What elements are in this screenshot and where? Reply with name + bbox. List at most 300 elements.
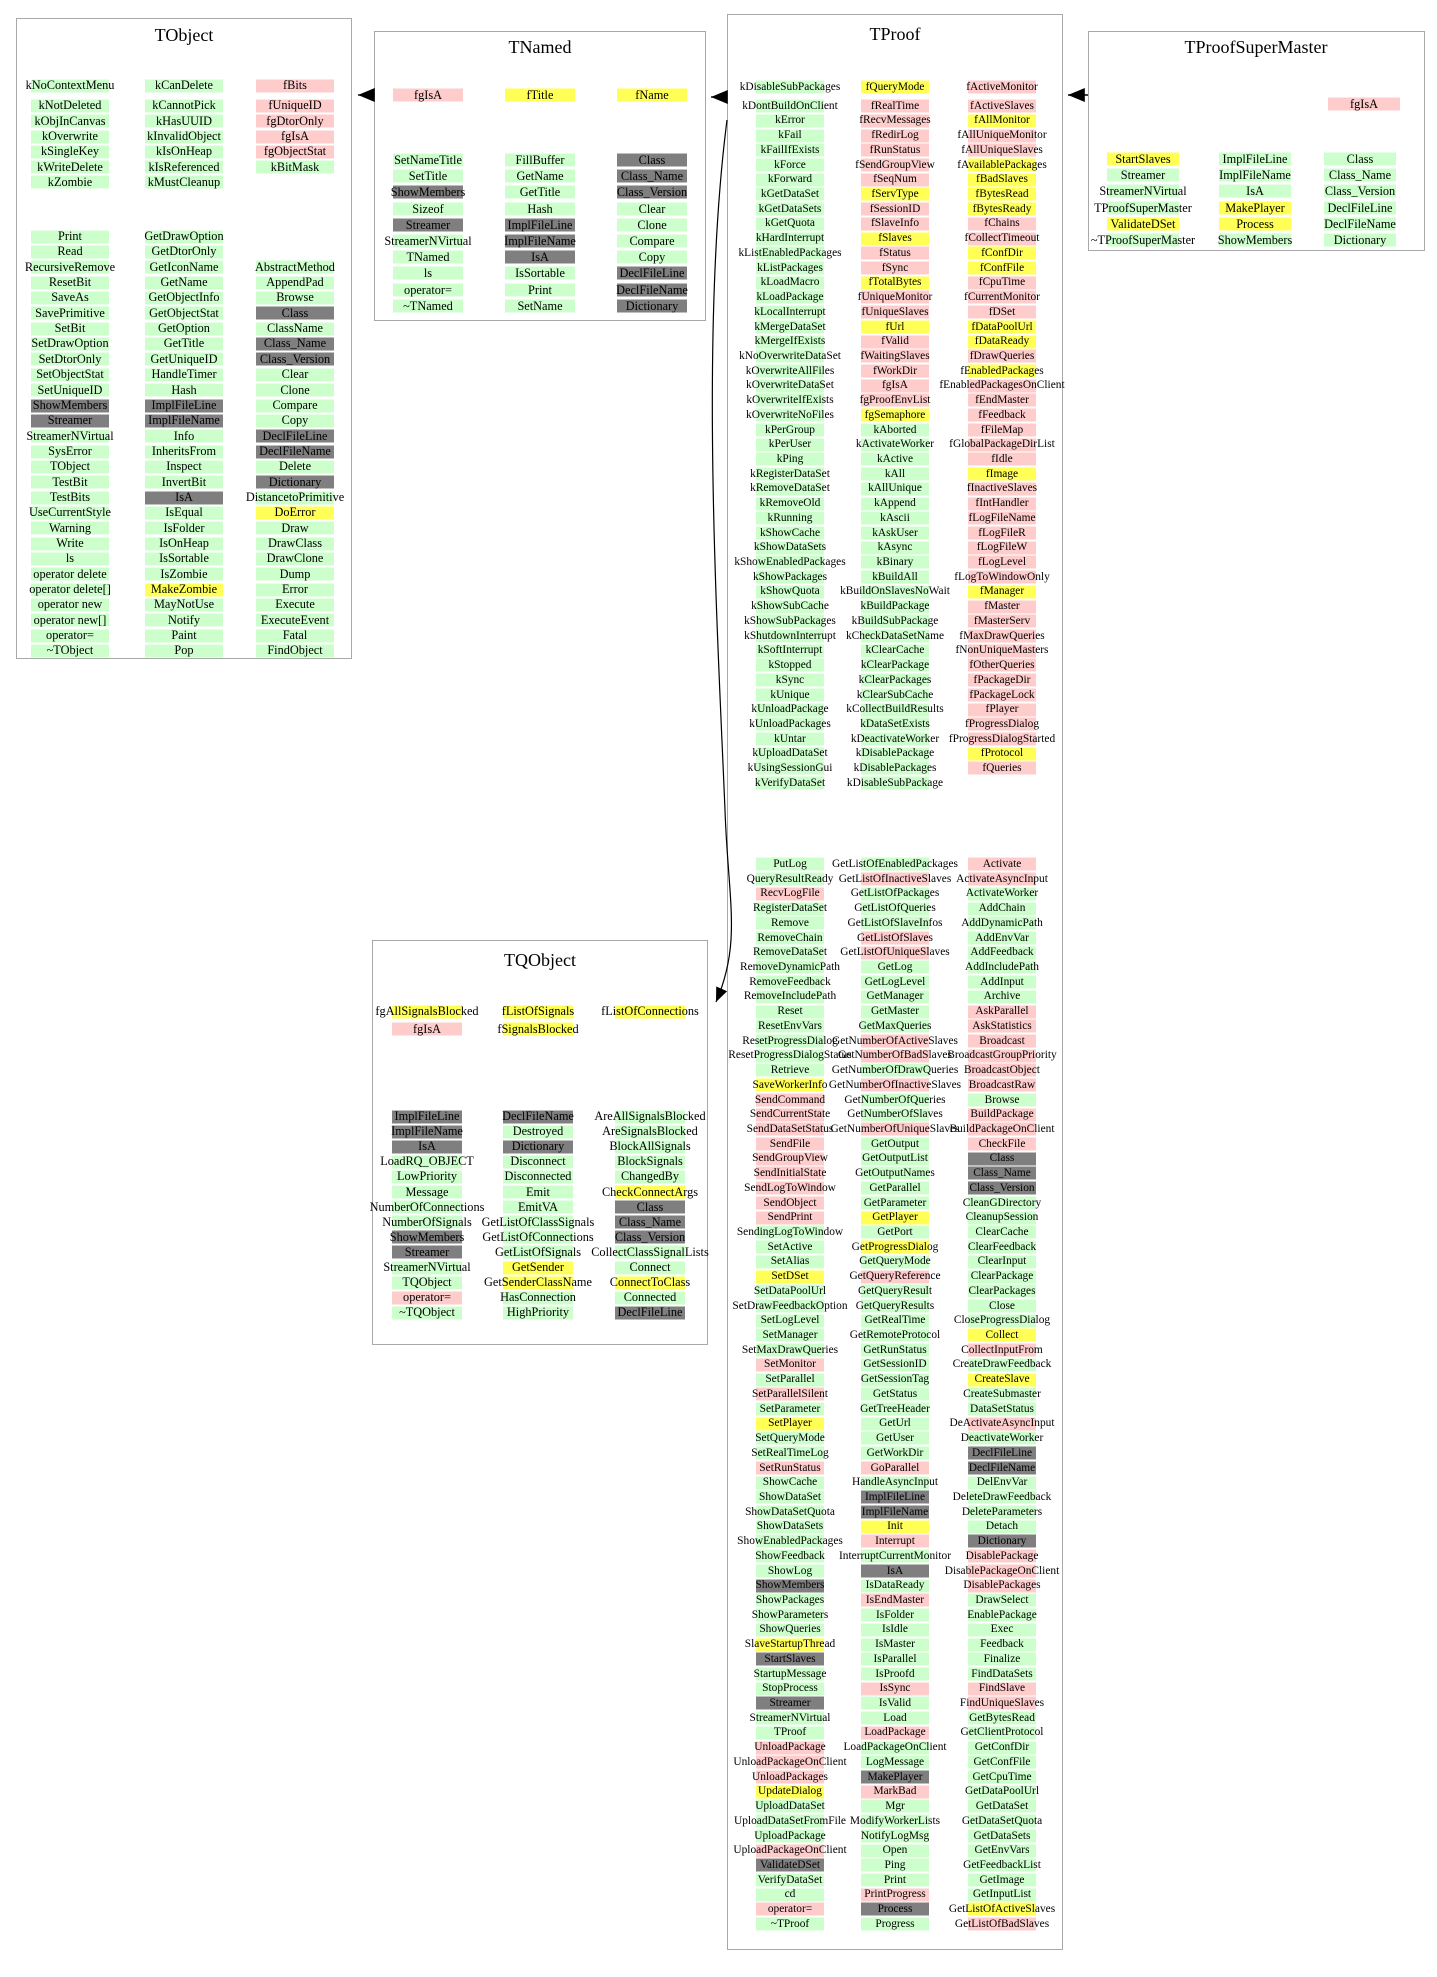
member-item[interactable] (490, 1003, 810, 1021)
member-label: GetSenderClassName (484, 1275, 592, 1290)
member-item[interactable] (842, 732, 1162, 747)
member-label: UploadDataSetFromFile (734, 1814, 846, 1827)
member-label: DrawClass (268, 536, 322, 550)
member-label: UploadPackageOnClient (733, 1844, 847, 1857)
member-item[interactable] (842, 717, 1162, 732)
member-label: Class_Version (259, 351, 331, 366)
member-item[interactable] (842, 1549, 1162, 1564)
member-label: kNoContextMenu (25, 78, 115, 92)
member-item[interactable] (842, 275, 1162, 290)
member-label: fValid (881, 335, 909, 348)
member-label: GetUniqueID (150, 351, 218, 366)
member-label: ls (65, 551, 75, 566)
member-label: fgObjectStat (263, 144, 327, 159)
member-label: kSync (775, 673, 805, 686)
member-item[interactable] (1200, 167, 1437, 183)
member-item[interactable] (842, 1461, 1162, 1476)
member-item[interactable] (842, 702, 1162, 717)
member-label: ImplFileName (148, 413, 220, 428)
member-item[interactable] (842, 1652, 1162, 1667)
member-label: kDisableSubPackage (846, 776, 944, 789)
member-item[interactable] (842, 1799, 1162, 1814)
member-label: CleanupSession (965, 1211, 1039, 1224)
member-item[interactable] (842, 423, 1162, 438)
member-label: fAvailablePackages (957, 158, 1047, 171)
member-item[interactable] (842, 570, 1162, 585)
member-item[interactable] (842, 1829, 1162, 1844)
member-label: GetNumberOfActiveSlaves (832, 1034, 958, 1047)
member-label: fRedirLog (871, 129, 919, 142)
member-item[interactable] (842, 916, 1162, 931)
member-item[interactable] (135, 613, 455, 628)
member-item[interactable] (490, 1245, 810, 1260)
member-item[interactable] (842, 1593, 1162, 1608)
member-label: GetTreeHeader (860, 1402, 930, 1415)
member-label: ls (423, 266, 433, 281)
member-item[interactable] (135, 490, 455, 505)
member-label: ClearPackages (968, 1284, 1036, 1297)
member-item[interactable] (842, 1564, 1162, 1579)
member-label: fFileMap (980, 423, 1024, 436)
member-label: DeclFileLine (971, 1446, 1033, 1459)
member-label: BroadcastRaw (968, 1078, 1036, 1091)
member-item[interactable] (842, 261, 1162, 276)
member-item[interactable] (842, 1107, 1162, 1122)
member-label: GetNumberOfDrawQueries (831, 1064, 959, 1077)
member-label: Streamer (1120, 168, 1166, 183)
member-label: NumberOfConnections (369, 1199, 485, 1214)
member-label: kActivateWorker (855, 438, 935, 451)
member-item[interactable] (135, 597, 455, 612)
member-item[interactable] (842, 1048, 1162, 1063)
member-label: AppendPad (266, 275, 324, 290)
member-item[interactable] (842, 872, 1162, 887)
member-item[interactable] (842, 688, 1162, 703)
member-item[interactable] (135, 475, 455, 490)
member-label: IsA (418, 1139, 436, 1154)
member-label: ~TQObject (399, 1305, 455, 1320)
member-item[interactable] (490, 1260, 810, 1275)
member-label: IsEqual (165, 505, 203, 520)
member-item[interactable] (135, 321, 455, 336)
member-label: UploadDataSet (755, 1800, 825, 1813)
member-label: Close (989, 1299, 1015, 1312)
member-label: kMergeIfExists (754, 335, 826, 348)
member-label: RemoveDynamicPath (740, 961, 840, 974)
member-item[interactable] (842, 1446, 1162, 1461)
class-title-tnamed[interactable]: TNamed (508, 37, 572, 57)
member-item[interactable] (842, 349, 1162, 364)
class-title-tqobject[interactable]: TQObject (504, 950, 576, 970)
member-item[interactable] (842, 1372, 1162, 1387)
member-item[interactable] (842, 629, 1162, 644)
member-label: Activate (982, 858, 1022, 870)
member-label: Class (281, 305, 309, 320)
member-label: fgSemaphore (864, 408, 926, 421)
member-item[interactable] (842, 599, 1162, 614)
member-label: Error (282, 582, 308, 597)
member-label: kLocalInterrupt (754, 305, 826, 318)
member-item[interactable] (842, 1240, 1162, 1255)
member-label: Process (1236, 216, 1274, 231)
member-item[interactable] (842, 614, 1162, 629)
member-item[interactable] (842, 584, 1162, 599)
member-item[interactable] (842, 1814, 1162, 1829)
member-item[interactable] (842, 1622, 1162, 1637)
member-label: LoadPackageOnClient (843, 1741, 947, 1754)
member-label: Class_Version (969, 1181, 1035, 1194)
member-item[interactable] (135, 643, 455, 658)
member-item[interactable] (842, 1254, 1162, 1269)
member-item[interactable] (842, 1858, 1162, 1873)
member-item[interactable] (1200, 151, 1437, 167)
member-label: Execute (275, 597, 315, 612)
member-label: IsOnHeap (159, 536, 209, 550)
member-item[interactable] (842, 1004, 1162, 1019)
member-item[interactable] (842, 1667, 1162, 1682)
member-item[interactable] (842, 1873, 1162, 1888)
member-item[interactable] (490, 1275, 810, 1290)
member-item[interactable] (135, 444, 455, 459)
member-item[interactable] (842, 1475, 1162, 1490)
member-item[interactable] (842, 1137, 1162, 1152)
member-item[interactable] (490, 1185, 810, 1200)
member-label: Browse (276, 290, 314, 305)
member-label: SetLogLevel (760, 1314, 820, 1327)
member-label: kListEnabledPackages (738, 246, 842, 259)
member-label: fEnabledPackages (960, 364, 1044, 377)
member-item[interactable] (842, 1431, 1162, 1446)
member-item[interactable] (842, 1225, 1162, 1240)
member-item[interactable] (842, 658, 1162, 673)
member-item[interactable] (842, 1711, 1162, 1726)
member-label: fDataReady (974, 335, 1030, 348)
member-item[interactable] (842, 1269, 1162, 1284)
member-item[interactable] (135, 398, 455, 413)
member-label: SetUniqueID (37, 382, 103, 397)
member-label: Dictionary (977, 1535, 1027, 1548)
member-label: ImplFileLine (507, 217, 573, 232)
member-item[interactable] (842, 1725, 1162, 1740)
member-item[interactable] (842, 393, 1162, 408)
member-label: DeclFileLine (262, 428, 328, 443)
member-item[interactable] (842, 80, 1162, 95)
member-label: Write (56, 536, 84, 550)
member-label: operator= (403, 1290, 451, 1305)
member-label: kDataSetExists (860, 717, 930, 730)
member-label: GetDtorOnly (151, 244, 217, 259)
member-item[interactable] (490, 1200, 810, 1215)
member-label: SetDtorOnly (38, 351, 102, 366)
member-label: fCollectTimeout (964, 232, 1040, 245)
member-item[interactable] (135, 114, 455, 129)
class-title-tobject[interactable]: TObject (154, 25, 214, 45)
member-label: Dump (279, 566, 311, 581)
member-item[interactable] (490, 1290, 810, 1305)
member-item[interactable] (842, 931, 1162, 946)
member-label: AreAllSignalsBlocked (594, 1109, 706, 1123)
member-item[interactable] (490, 1215, 810, 1230)
member-label: AskStatistics (972, 1019, 1032, 1032)
member-label: DeleteParameters (961, 1505, 1043, 1518)
member-item[interactable] (842, 320, 1162, 335)
member-label: Class_Name (1328, 168, 1392, 183)
member-label: kBuildPackage (860, 600, 930, 613)
member-label: fAllUniqueMonitor (957, 129, 1047, 142)
member-label: DeclFileName (502, 1109, 574, 1123)
member-item[interactable] (842, 1299, 1162, 1314)
member-label: fTotalBytes (868, 276, 922, 289)
member-label: LoadPackage (864, 1726, 926, 1739)
member-item[interactable] (490, 1109, 810, 1124)
member-item[interactable] (842, 364, 1162, 379)
member-item[interactable] (490, 1169, 810, 1184)
member-label: Disconnected (504, 1169, 572, 1184)
member-item[interactable] (135, 505, 455, 520)
member-label: operator delete[] (29, 582, 111, 597)
member-label: DisablePackage (965, 1549, 1039, 1562)
member-label: kForce (774, 158, 806, 171)
member-label: GetLog (877, 961, 913, 974)
member-item[interactable] (490, 1154, 810, 1169)
member-label: fActiveMonitor (966, 81, 1038, 93)
member-item[interactable] (842, 1387, 1162, 1402)
member-label: operator delete (33, 566, 107, 581)
member-label: Hash (171, 382, 197, 397)
member-item[interactable] (842, 1887, 1162, 1902)
member-label: GetOutputNames (855, 1167, 935, 1180)
member-label: IsIdle (882, 1623, 908, 1636)
member-label: GetQueryResults (855, 1299, 935, 1312)
member-item[interactable] (842, 1608, 1162, 1623)
member-label: SetAlias (770, 1255, 810, 1268)
member-item[interactable] (490, 1124, 810, 1139)
member-item[interactable] (842, 1490, 1162, 1505)
member-label: Dictionary (268, 474, 322, 489)
member-item[interactable] (842, 989, 1162, 1004)
member-item[interactable] (1200, 216, 1437, 232)
member-item[interactable] (842, 1166, 1162, 1181)
member-item[interactable] (842, 1151, 1162, 1166)
member-label: CleanGDirectory (962, 1196, 1042, 1209)
member-item[interactable] (842, 1343, 1162, 1358)
member-item[interactable] (842, 1063, 1162, 1078)
member-label: CheckConnectArgs (601, 1184, 699, 1199)
member-item[interactable] (842, 408, 1162, 423)
member-item[interactable] (735, 776, 1055, 791)
member-item[interactable] (1204, 96, 1437, 112)
member-label: Disconnect (510, 1154, 566, 1169)
member-item[interactable] (135, 521, 455, 536)
member-label: ~TNamed (403, 298, 453, 313)
member-item[interactable] (842, 1519, 1162, 1534)
member-item[interactable] (842, 526, 1162, 541)
member-item[interactable] (490, 1139, 810, 1154)
member-label: StartupMessage (753, 1667, 827, 1680)
member-item[interactable] (842, 886, 1162, 901)
member-label: SetDSet (771, 1270, 809, 1283)
member-item[interactable] (842, 1196, 1162, 1211)
member-item[interactable] (842, 1328, 1162, 1343)
member-label: kDisablePackage (855, 747, 935, 760)
member-item[interactable] (842, 378, 1162, 393)
member-label: UnloadPackage (754, 1741, 826, 1754)
class-title-tproof[interactable]: TProof (869, 24, 921, 44)
member-item[interactable] (135, 582, 455, 597)
member-item[interactable] (842, 1843, 1162, 1858)
member-label: AddFeedback (970, 946, 1034, 959)
member-item[interactable] (842, 960, 1162, 975)
member-label: GetDrawOption (144, 229, 224, 243)
member-label: Exec (990, 1623, 1014, 1636)
member-item[interactable] (842, 1181, 1162, 1196)
member-item[interactable] (842, 467, 1162, 482)
member-item[interactable] (842, 511, 1162, 526)
member-item[interactable] (135, 551, 455, 566)
member-item[interactable] (135, 129, 455, 144)
member-item[interactable] (1200, 232, 1437, 248)
class-title-tproofsupermaster[interactable]: TProofSuperMaster (1184, 37, 1328, 57)
member-item[interactable] (842, 901, 1162, 916)
member-item[interactable] (842, 540, 1162, 555)
member-label: GetImage (979, 1873, 1025, 1886)
member-label: IsA (1246, 184, 1264, 199)
member-label: RemoveChain (757, 931, 823, 944)
member-item[interactable] (842, 1681, 1162, 1696)
member-label: kVerifyDataSet (754, 776, 826, 789)
member-item[interactable] (842, 1019, 1162, 1034)
member-item[interactable] (842, 1210, 1162, 1225)
member-item[interactable] (842, 128, 1162, 143)
member-item[interactable] (135, 628, 455, 643)
member-item[interactable] (842, 673, 1162, 688)
member-label: AreSignalsBlocked (602, 1124, 698, 1139)
member-item[interactable] (842, 496, 1162, 511)
member-item[interactable] (842, 1770, 1162, 1785)
member-item[interactable] (135, 459, 455, 474)
member-label: Print (883, 1873, 907, 1886)
member-item[interactable] (842, 1696, 1162, 1711)
member-label: SetParallel (765, 1373, 815, 1386)
member-label: GetUser (876, 1432, 914, 1445)
member-item[interactable] (135, 367, 455, 382)
member-item[interactable] (842, 113, 1162, 128)
member-item[interactable] (378, 1021, 698, 1039)
member-item[interactable] (490, 1230, 810, 1245)
member-label: fProtocol (980, 747, 1024, 760)
member-label: Browse (984, 1093, 1020, 1106)
member-label: DeclFileName (968, 1461, 1036, 1474)
member-label: Mgr (885, 1800, 905, 1813)
member-label: GetPort (877, 1226, 913, 1238)
member-item[interactable] (490, 1305, 810, 1320)
member-item[interactable] (842, 1034, 1162, 1049)
member-label: ResetProgressDialogStatus (728, 1049, 852, 1062)
member-label: DistancetoPrimitive (245, 489, 345, 504)
member-item[interactable] (842, 1740, 1162, 1755)
member-label: GetListOfSlaves (857, 931, 933, 944)
member-item[interactable] (842, 1093, 1162, 1108)
member-item[interactable] (842, 290, 1162, 305)
member-label: Dictionary (625, 298, 679, 313)
member-label: SendingLogToWindow (736, 1226, 844, 1238)
member-label: BlockAllSignals (609, 1139, 691, 1154)
member-label: fLogFileR (978, 526, 1026, 539)
member-item[interactable] (135, 383, 455, 398)
member-item[interactable] (842, 746, 1162, 761)
member-label: GetName (516, 169, 564, 184)
member-item[interactable] (842, 1505, 1162, 1520)
member-item[interactable] (135, 413, 455, 428)
member-item[interactable] (842, 1637, 1162, 1652)
member-item[interactable] (842, 437, 1162, 452)
member-label: SetDataPoolUrl (753, 1284, 827, 1297)
member-item[interactable] (1200, 183, 1437, 199)
member-label: Emit (526, 1184, 550, 1199)
member-label: RegisterDataSet (752, 902, 828, 915)
member-item[interactable] (842, 1402, 1162, 1417)
member-item[interactable] (842, 975, 1162, 990)
member-item[interactable] (842, 1416, 1162, 1431)
member-item[interactable] (842, 761, 1162, 776)
member-item[interactable] (135, 536, 455, 551)
member-item[interactable] (842, 1534, 1162, 1549)
member-item[interactable] (135, 352, 455, 367)
member-label: SaveWorkerInfo (752, 1078, 828, 1091)
member-label: DeactivateWorker (960, 1432, 1044, 1445)
member-label: GetListOfBadSlaves (954, 1917, 1050, 1930)
member-item[interactable] (842, 1357, 1162, 1372)
member-label: kRemoveDataSet (750, 482, 830, 495)
member-item[interactable] (842, 1284, 1162, 1299)
member-item[interactable] (842, 99, 1162, 114)
member-label: AddChain (978, 902, 1026, 915)
member-label: fLogLevel (977, 556, 1027, 569)
member-item[interactable] (842, 1578, 1162, 1593)
member-label: IsMaster (875, 1638, 915, 1651)
member-label: ShowMembers (389, 1229, 465, 1244)
member-item[interactable] (842, 1078, 1162, 1093)
member-label: Compare (272, 397, 318, 412)
member-item[interactable] (1200, 200, 1437, 216)
member-item[interactable] (842, 452, 1162, 467)
member-item[interactable] (135, 429, 455, 444)
member-label: GetSessionID (863, 1358, 927, 1371)
member-item[interactable] (842, 1122, 1162, 1137)
member-item[interactable] (842, 1917, 1162, 1932)
member-item[interactable] (842, 1784, 1162, 1799)
member-item[interactable] (842, 945, 1162, 960)
member-label: fInactiveSlaves (966, 482, 1038, 495)
member-item[interactable] (135, 336, 455, 351)
member-item[interactable] (135, 567, 455, 582)
member-item[interactable] (842, 1755, 1162, 1770)
member-item[interactable] (842, 305, 1162, 320)
member-item[interactable] (842, 857, 1162, 872)
member-item[interactable] (842, 1313, 1162, 1328)
member-item[interactable] (842, 643, 1162, 658)
member-item[interactable] (842, 481, 1162, 496)
member-item[interactable] (842, 1902, 1162, 1917)
member-label: Clear (638, 201, 666, 216)
member-label: ShowEnabledPackages (737, 1535, 843, 1548)
member-label: MakePlayer (1225, 200, 1285, 215)
member-label: fCurrentMonitor (964, 291, 1040, 304)
member-label: kPerGroup (765, 423, 815, 436)
member-item[interactable] (842, 555, 1162, 570)
member-label: IsProofd (875, 1667, 915, 1680)
member-item[interactable] (842, 334, 1162, 349)
